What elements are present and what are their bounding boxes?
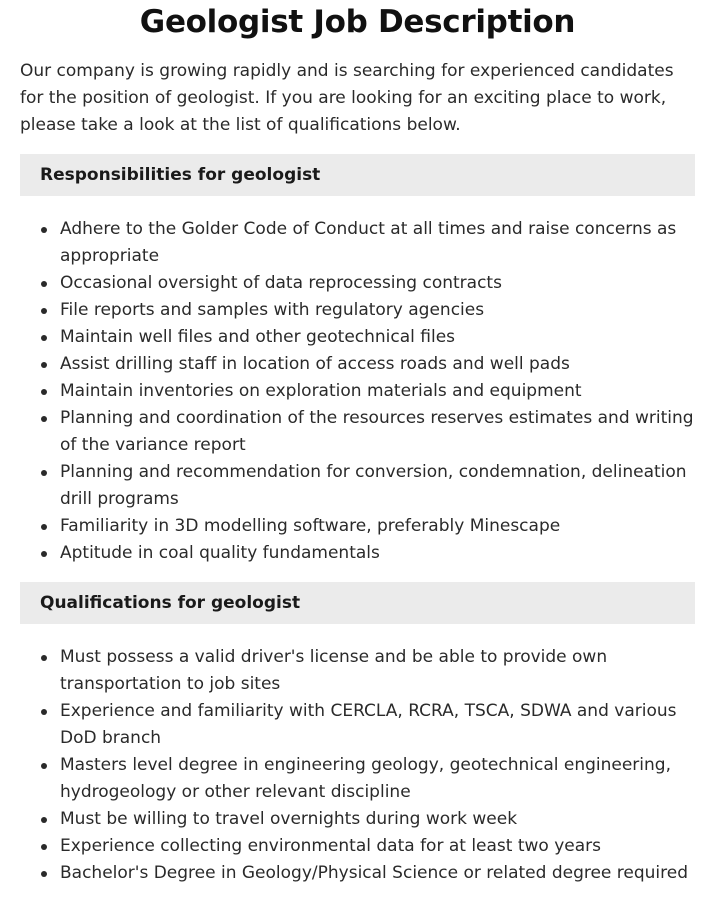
bullet-icon xyxy=(41,335,47,341)
bullet-icon xyxy=(41,655,47,661)
list-item xyxy=(20,324,695,351)
bullet-icon xyxy=(41,844,47,850)
section-header-responsibilities: Responsibilities for geologist xyxy=(20,154,695,196)
list-item xyxy=(20,698,695,752)
list-item-text: Experience collecting environmental data for at least two years xyxy=(60,836,602,856)
bullet-icon xyxy=(41,709,47,715)
list-item xyxy=(20,270,695,297)
bullet-icon xyxy=(41,551,47,557)
list-item-text: Masters level degree in engineering geology, geotechnical engineering, hydrogeology or other relevant discipline xyxy=(60,755,671,802)
list-item-text: Assist drilling staff in location of access roads and well pads xyxy=(60,354,570,374)
intro-paragraph: Our company is growing rapidly and is searching for experienced candidates for the position of geologist. If you are looking for an exciting place to work, please take a look at the list of qualifications below. xyxy=(20,61,674,135)
list-item-text: Planning and coordination of the resources reserves estimates and writing of the variance report xyxy=(60,408,694,455)
list-item-text: Maintain inventories on exploration materials and equipment xyxy=(60,381,582,401)
bullet-icon xyxy=(41,524,47,530)
list-item-text: Familiarity in 3D modelling software, preferably Minescape xyxy=(60,516,561,536)
list-item-text: Adhere to the Golder Code of Conduct at all times and raise concerns as appropriate xyxy=(60,219,677,266)
qualifications-list xyxy=(20,644,695,887)
bullet-icon xyxy=(41,817,47,823)
section-header-qualifications: Qualifications for geologist xyxy=(20,582,695,624)
bullet-icon xyxy=(41,389,47,395)
bullet-icon xyxy=(41,362,47,368)
bullet-icon xyxy=(41,281,47,287)
list-item xyxy=(20,513,695,540)
list-item-text: Experience and familiarity with CERCLA, RCRA, TSCA, SDWA and various DoD branch xyxy=(60,701,677,748)
list-item xyxy=(20,459,695,513)
list-item-text: Must be willing to travel overnights during work week xyxy=(60,809,518,829)
list-item xyxy=(20,216,695,270)
responsibilities-list xyxy=(20,216,695,567)
list-item xyxy=(20,297,695,324)
list-item xyxy=(20,806,695,833)
bullet-icon xyxy=(41,470,47,476)
list-item-text: Occasional oversight of data reprocessing contracts xyxy=(60,273,502,293)
bullet-icon xyxy=(41,871,47,877)
list-item xyxy=(20,860,695,887)
list-item xyxy=(20,351,695,378)
list-item xyxy=(20,378,695,405)
job-description-page xyxy=(20,0,695,887)
list-item-text: Planning and recommendation for conversion, condemnation, delineation drill programs xyxy=(60,462,687,509)
bullet-icon xyxy=(41,763,47,769)
list-item xyxy=(20,540,695,567)
list-item-text: Aptitude in coal quality fundamentals xyxy=(60,543,380,563)
bullet-icon xyxy=(41,227,47,233)
list-item-text: Maintain well files and other geotechnical files xyxy=(60,327,456,347)
page-title: Geologist Job Description xyxy=(139,4,576,40)
list-item xyxy=(20,833,695,860)
bullet-icon xyxy=(41,308,47,314)
list-item-text: File reports and samples with regulatory agencies xyxy=(60,300,485,320)
list-item xyxy=(20,644,695,698)
list-item xyxy=(20,752,695,806)
list-item xyxy=(20,405,695,459)
bullet-icon xyxy=(41,416,47,422)
list-item-text: Must possess a valid driver's license and be able to provide own transportation to job sites xyxy=(60,647,608,694)
list-item-text: Bachelor's Degree in Geology/Physical Science or related degree required xyxy=(60,863,689,883)
